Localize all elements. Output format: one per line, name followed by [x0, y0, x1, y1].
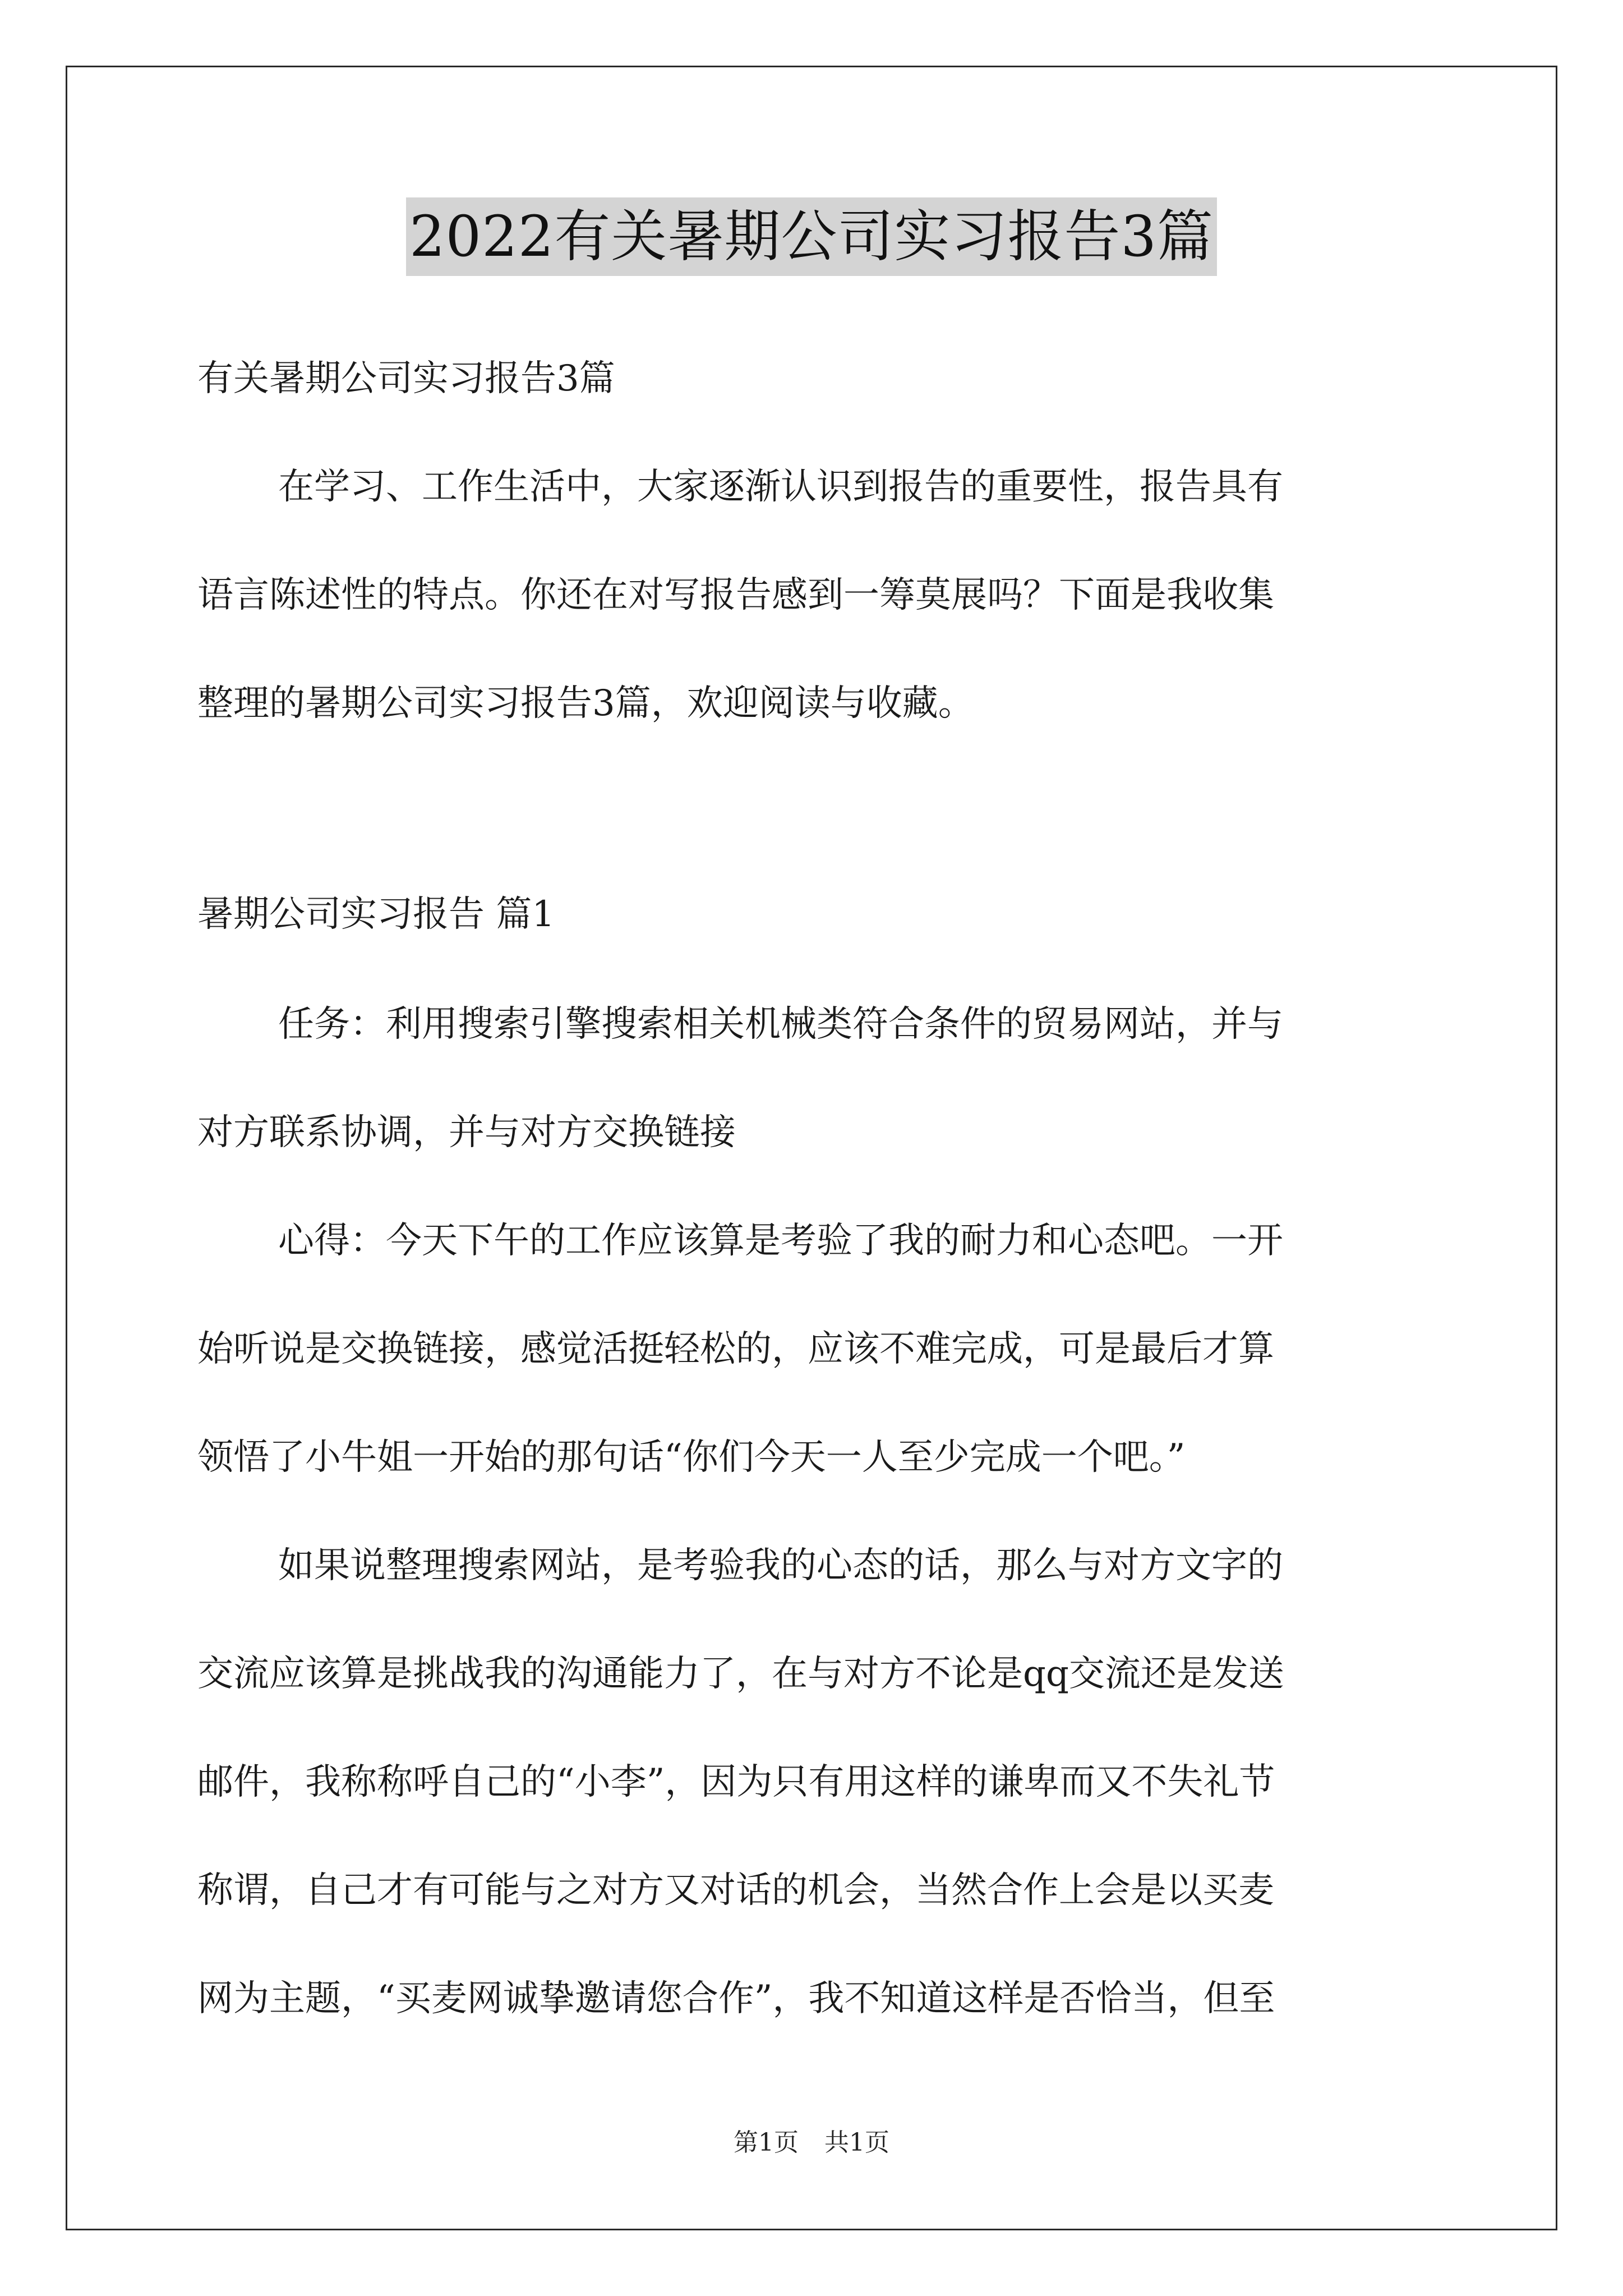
- paragraph-line: 语言陈述性的特点。你还在对写报告感到一筹莫展吗？下面是我收集: [197, 574, 1274, 616]
- document-title: 2022有关暑期公司实习报告3篇: [406, 197, 1217, 276]
- paragraph-line: 始听说是交换链接，感觉活挺轻松的，应该不难完成，可是最后才算: [197, 1328, 1274, 1370]
- page-footer: [0, 2126, 1623, 2160]
- paragraph-line: 称谓，自己才有可能与之对方又对话的机会，当然合作上会是以买麦: [197, 1870, 1274, 1911]
- paragraph-line: 领悟了小牛姐一开始的那句话“你们今天一人至少完成一个吧。”: [197, 1437, 1186, 1478]
- page-number: 第1页: [734, 2128, 799, 2157]
- paragraph-line: 邮件，我称称呼自己的“小李”，因为只有用这样的谦卑而又不失礼节: [197, 1761, 1275, 1803]
- title-block: [0, 197, 1623, 276]
- paragraph-line: 交流应该算是挑战我的沟通能力了，在与对方不论是qq交流还是发送: [197, 1653, 1284, 1695]
- paragraph-line: 心得：今天下午的工作应该算是考验了我的耐力和心态吧。一开: [278, 1220, 1283, 1262]
- section-heading: 暑期公司实习报告 篇1: [197, 894, 555, 935]
- subtitle: 有关暑期公司实习报告3篇: [197, 358, 615, 399]
- paragraph-line: 如果说整理搜索网站，是考验我的心态的话，那么与对方文字的: [278, 1545, 1283, 1586]
- paragraph-line: 在学习、工作生活中，大家逐渐认识到报告的重要性，报告具有: [278, 466, 1283, 508]
- paragraph-line: 整理的暑期公司实习报告3篇，欢迎阅读与收藏。: [197, 683, 974, 724]
- paragraph-line: 任务：利用搜索引擎搜索相关机械类符合条件的贸易网站，并与: [278, 1004, 1283, 1045]
- paragraph-line: 对方联系协调，并与对方交换链接: [197, 1112, 736, 1153]
- page-total: 共1页: [824, 2128, 889, 2157]
- paragraph-line: 网为主题，“买麦网诚挚邀请您合作”，我不知道这样是否恰当，但至: [197, 1978, 1275, 2019]
